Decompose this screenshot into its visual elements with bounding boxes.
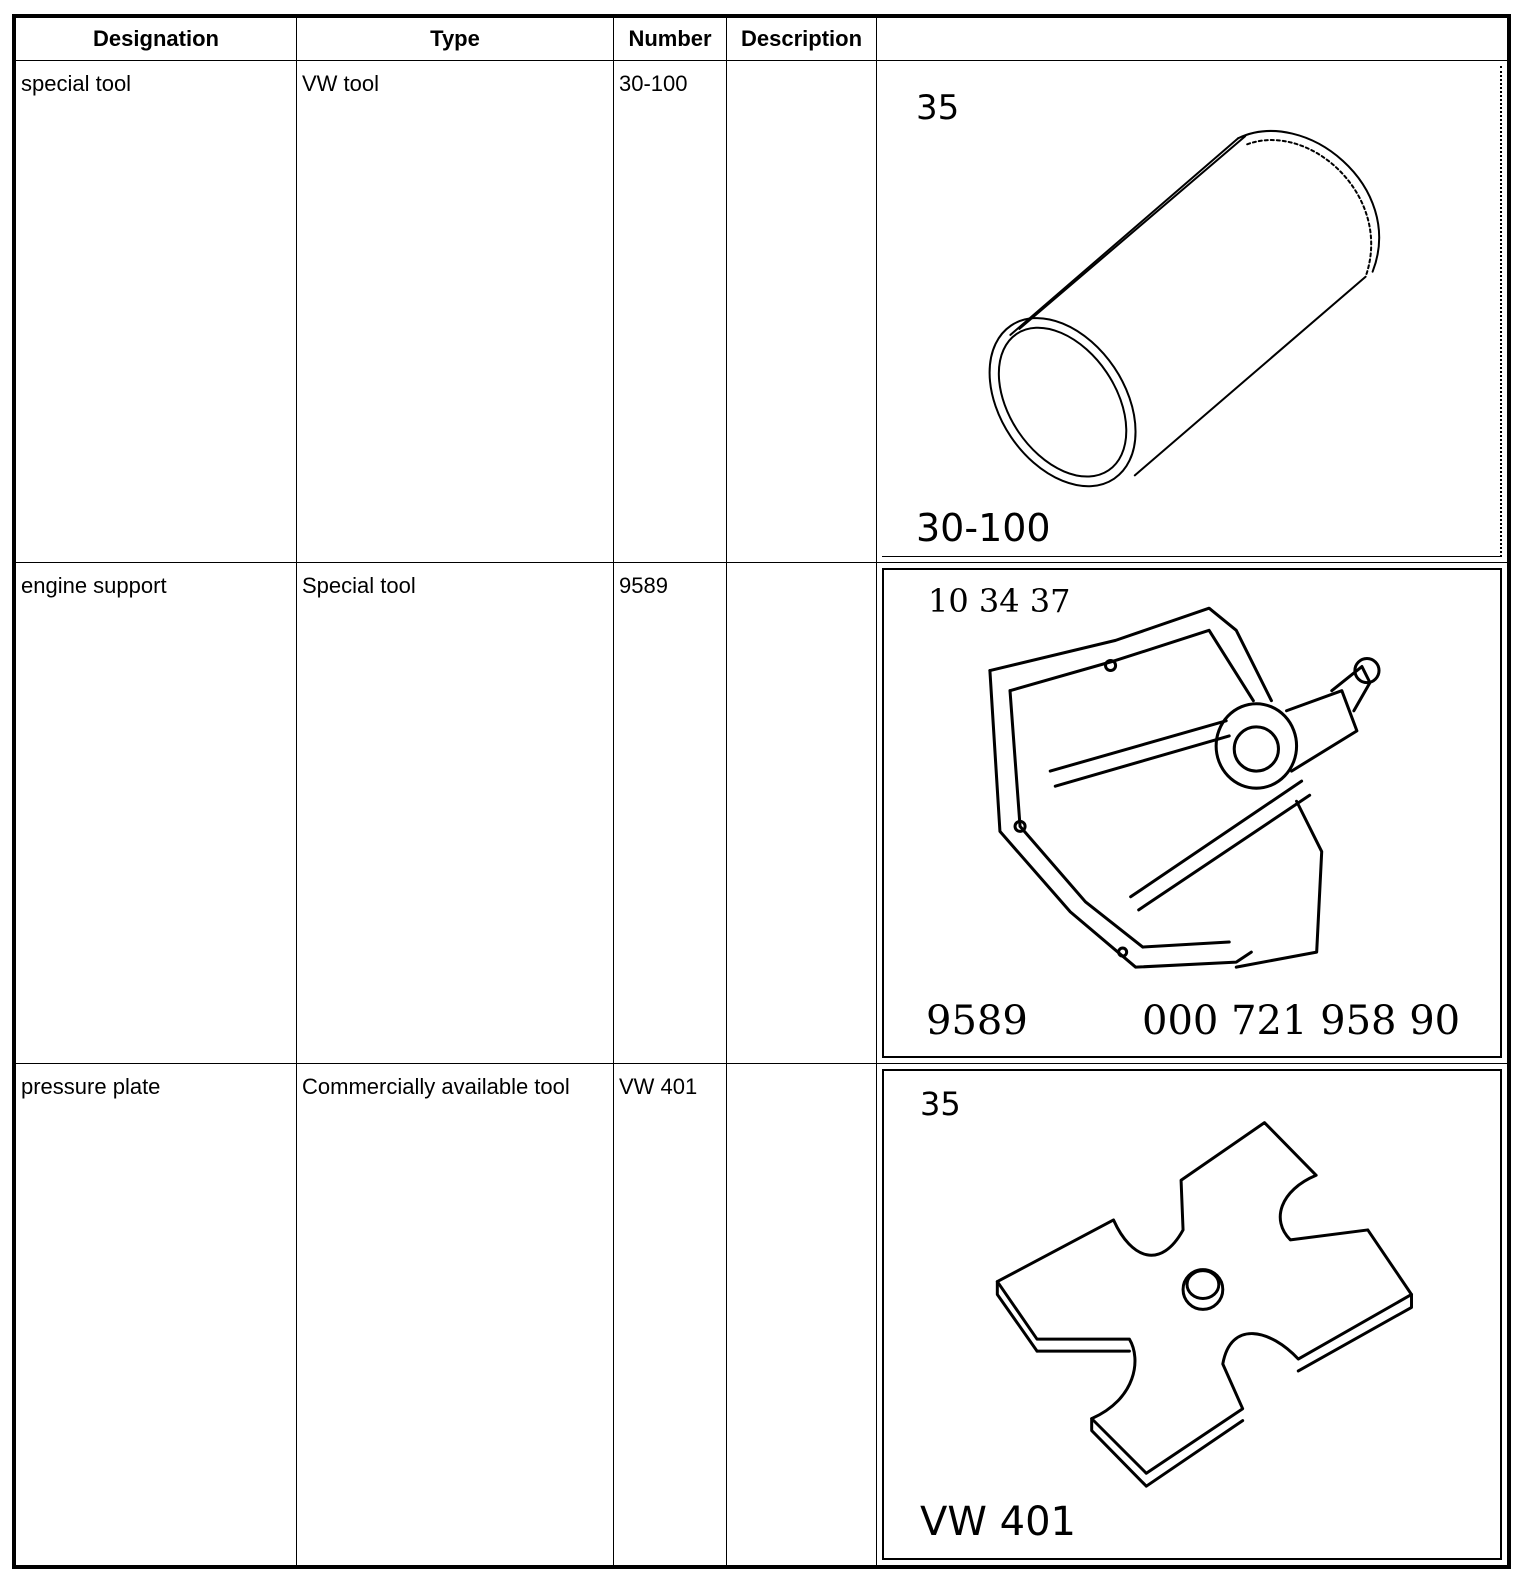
figure-bottom-label: 30-100 [916,506,1051,550]
cell-designation: special tool [16,61,297,563]
header-description: Description [727,18,877,61]
cell-designation: pressure plate [16,1064,297,1566]
table-row [16,61,1508,563]
table-row [16,1064,1508,1566]
header-type: Type [297,18,614,61]
cell-description [727,1064,877,1566]
cell-description [727,562,877,1064]
header-image [877,18,1508,61]
cell-figure [877,1064,1508,1566]
figure-top-label: 10 34 37 [928,581,1071,620]
special-tools-table [15,17,1508,1566]
cell-number: 9589 [614,562,727,1064]
figure-frame [882,1069,1502,1560]
cell-figure [877,61,1508,563]
figure-frame [882,568,1502,1059]
cell-figure [877,562,1508,1064]
figure-frame [882,66,1502,557]
header-row [16,18,1508,61]
figure-bottom-label: VW 401 [920,1499,1076,1546]
figure-top-label: 35 [916,88,960,128]
figure-bottom-right-label: 000 721 958 90 [1142,997,1461,1044]
cell-type: Commercially available tool [297,1064,614,1566]
cell-type: Special tool [297,562,614,1064]
cell-description [727,61,877,563]
engine-support-bracket-icon [884,570,1500,1057]
cell-number: 30-100 [614,61,727,563]
pressure-plate-icon [884,1071,1500,1558]
cell-designation: engine support [16,562,297,1064]
tool-table-sheet [12,14,1511,1569]
header-designation: Designation [16,18,297,61]
table-row [16,562,1508,1064]
figure-top-label: 35 [920,1085,961,1124]
header-number: Number [614,18,727,61]
cell-number: VW 401 [614,1064,727,1566]
cylinder-sleeve-icon [882,66,1500,556]
cell-type: VW tool [297,61,614,563]
figure-bottom-left-label: 9589 [926,997,1028,1044]
